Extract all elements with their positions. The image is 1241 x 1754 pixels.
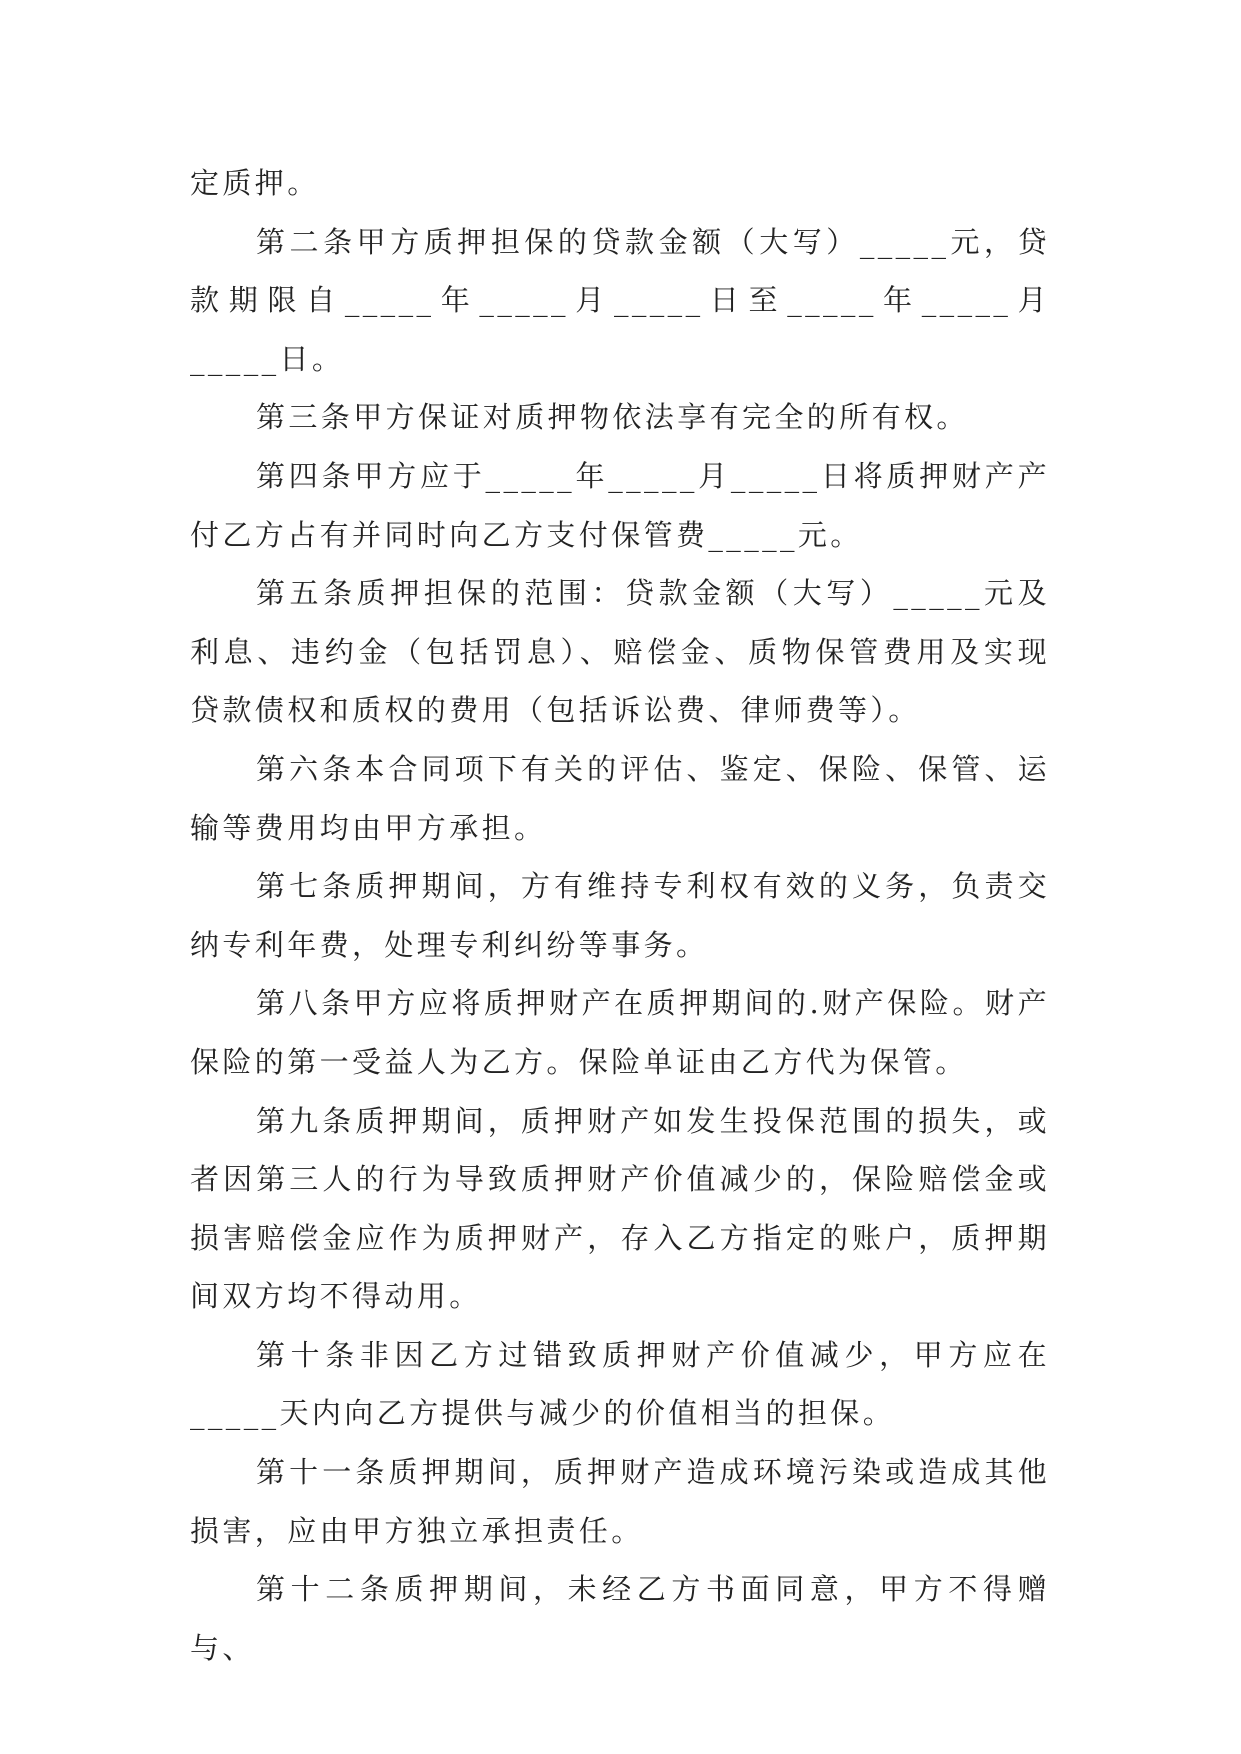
paragraph-article-8: 第八条甲方应将质押财产在质押期间的.财产保险。财产保险的第一受益人为乙方。保险单证由乙方代为保管。 [190,986,1050,1079]
document-body [190,154,1050,1677]
paragraph-continuation: 定质押。 [190,166,320,200]
paragraph-article-2: 第二条甲方质押担保的贷款金额（大写）_____元，贷款期限自_____年_____月_____日至_____年_____月_____日。 [190,224,1050,376]
paragraph-article-5: 第五条质押担保的范围：贷款金额（大写）_____元及利息、违约金（包括罚息）、赔偿金、质物保管费用及实现贷款债权和质权的费用（包括诉讼费、律师费等）。 [190,576,1050,728]
paragraph-article-11: 第十一条质押期间，质押财产造成环境污染或造成其他损害，应由甲方独立承担责任。 [190,1455,1050,1548]
paragraph-article-7: 第七条质押期间，方有维持专利权有效的义务，负责交纳专利年费，处理专利纠纷等事务。 [190,869,1050,962]
paragraph-article-12: 第十二条质押期间，未经乙方书面同意，甲方不得赠与、 [190,1572,1050,1665]
paragraph-article-4: 第四条甲方应于_____年_____月_____日将质押财产产付乙方占有并同时向乙方支付保管费_____元。 [190,458,1050,552]
paragraph-article-9: 第九条质押期间，质押财产如发生投保范围的损失，或者因第三人的行为导致质押财产价值减少的，保险赔偿金或损害赔偿金应作为质押财产，存入乙方指定的账户，质押期间双方均不得动用。 [190,1103,1050,1314]
paragraph-article-10: 第十条非因乙方过错致质押财产价值减少，甲方应在_____天内向乙方提供与减少的价值相当的担保。 [190,1337,1050,1431]
paragraph-article-3: 第三条甲方保证对质押物依法享有完全的所有权。 [256,400,969,435]
paragraph-article-6: 第六条本合同项下有关的评估、鉴定、保险、保管、运输等费用均由甲方承担。 [190,751,1050,845]
